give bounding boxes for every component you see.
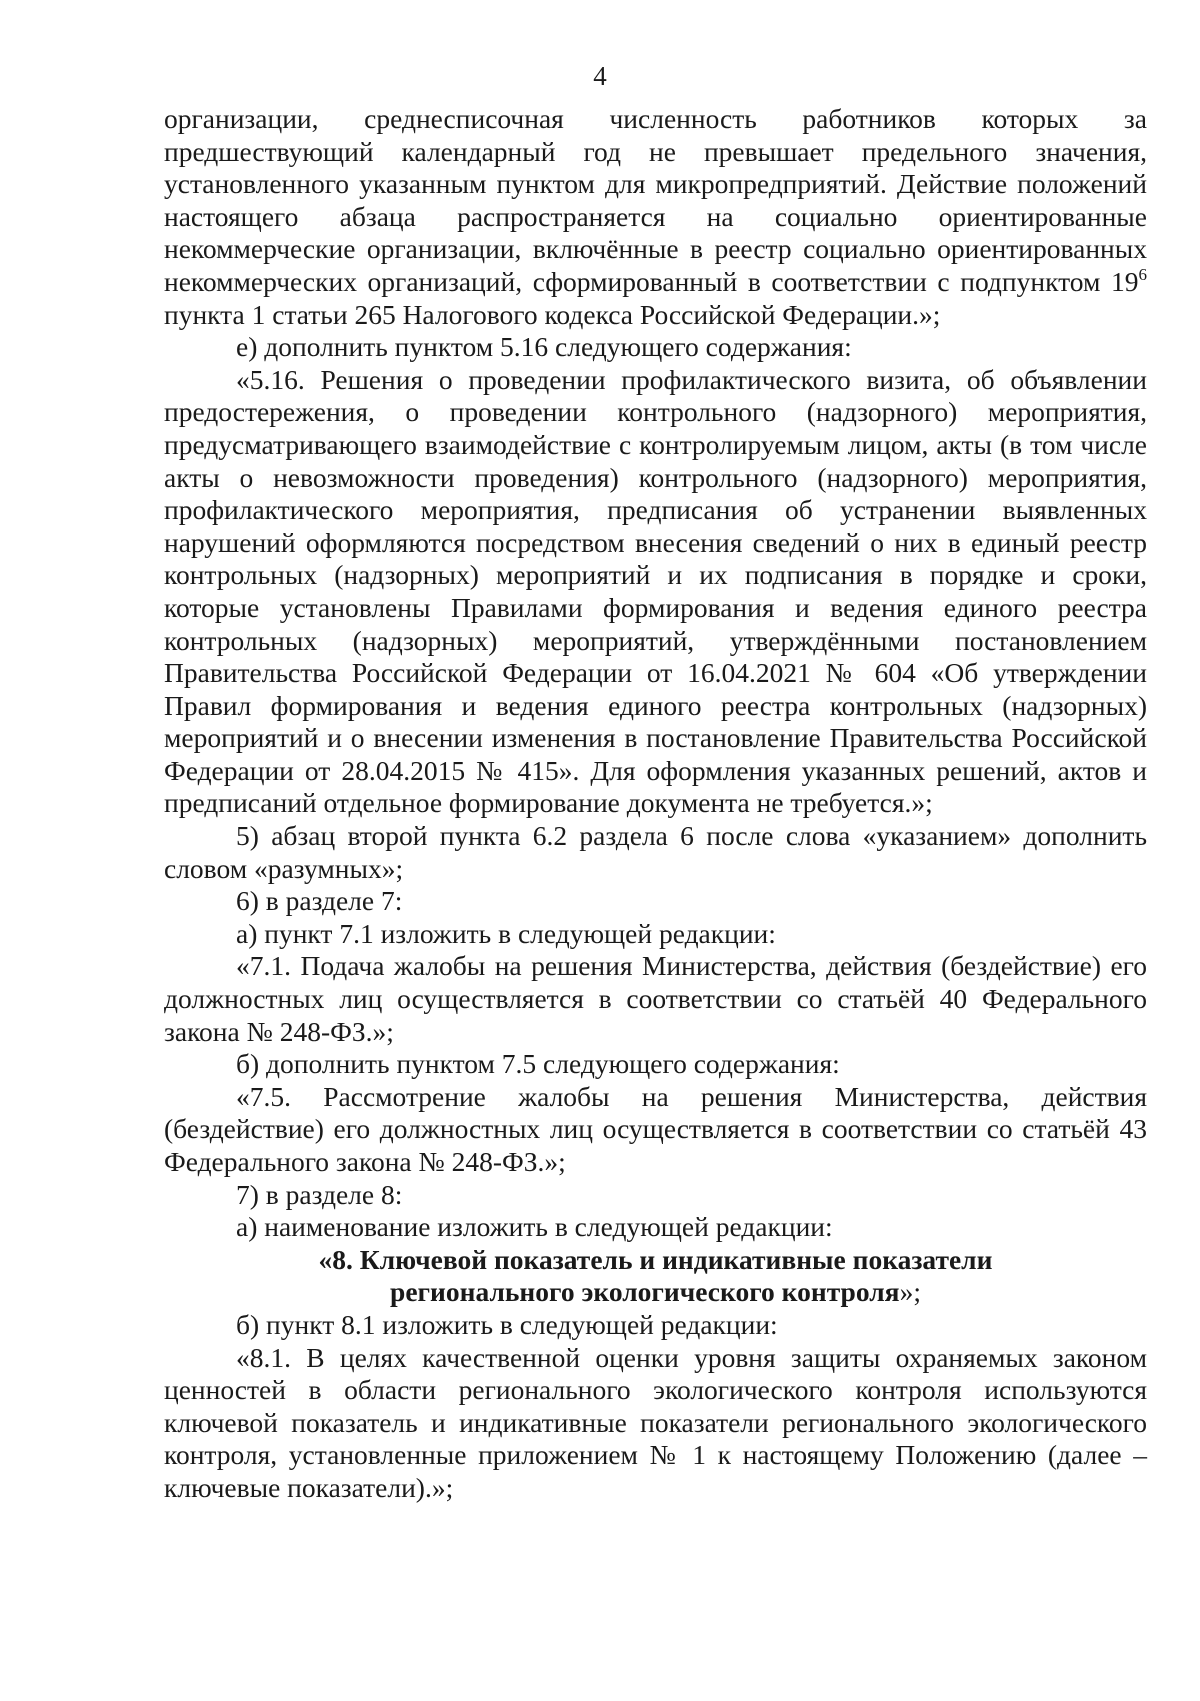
paragraph-item-6b: б) дополнить пунктом 7.5 следующего содержания: xyxy=(236,1048,840,1080)
paragraph-item-7b: б) пункт 8.1 изложить в следующей редакции: xyxy=(236,1308,778,1340)
paragraph-clause-7-5: «7.5. Рассмотрение жалобы на решения Министерства, действия (бездействие) его должностных лиц осуществляется в соответствии со статьёй 43 Федерального закона № 248-ФЗ.»; xyxy=(164,1080,1147,1177)
heading-line-2: регионального экологического контроля xyxy=(390,1276,900,1308)
heading-line-1: «8. Ключевой показатель и индикативные показатели xyxy=(318,1243,993,1275)
paragraph-item-7a: а) наименование изложить в следующей редакции: xyxy=(236,1211,833,1243)
paragraph-item-5: 5) абзац второй пункта 6.2 раздела 6 после слова «указанием» дополнить словом «разумных»; xyxy=(164,820,1147,884)
heading-tail: »; xyxy=(899,1276,921,1308)
paragraph-continuation xyxy=(164,103,1147,331)
paragraph-item-7: 7) в разделе 8: xyxy=(236,1178,403,1210)
superscript: 6 xyxy=(1138,264,1147,284)
paragraph-clause-8-1: «8.1. В целях качественной оценки уровня защиты охраняемых законом ценностей в области регионального экологического контроля используются ключевой показатель и индикативные показатели регионального экологического контроля, установленные приложением № 1 к настоящему Положению (далее – ключевые показатели).»; xyxy=(164,1341,1147,1503)
paragraph-item-6: 6) в разделе 7: xyxy=(236,885,403,917)
page-number: 4 xyxy=(593,61,607,91)
paragraph-text-tail: пункта 1 статьи 265 Налогового кодекса Российской Федерации.»; xyxy=(164,298,941,330)
paragraph-item-6a: а) пункт 7.1 изложить в следующей редакции: xyxy=(236,917,776,949)
paragraph-item-e: е) дополнить пунктом 5.16 следующего содержания: xyxy=(236,331,852,363)
paragraph-text: организации, среднесписочная численность работников которых за предшествующий календарный год не превышает предельного значения, установленного указанным пунктом для микропредприятий. Действие положений настоящего абзаца распространяется на социально ориентированные некоммерческие организации, включённые в реестр социально ориентированных некоммерческих организаций, сформированный в соответствии с подпунктом 19 xyxy=(164,103,1147,297)
paragraph-clause-5-16: «5.16. Решения о проведении профилактического визита, об объявлении предостережения, о проведении контрольного (надзорного) мероприятия, предусматривающего взаимодействие с контролируемым лицом, акты (в том числе акты о невозможности проведения) контрольного (надзорного) мероприятия, профилактического мероприятия, предписания об устранении выявленных нарушений оформляются посредством внесения сведений о них в единый реестр контрольных (надзорных) мероприятий и их подписания в порядке и сроки, которые установлены Правилами формирования и ведения единого реестра контрольных (надзорных) мероприятий, утверждёнными постановлением Правительства Российской Федерации от 16.04.2021 № 604 «Об утверждении Правил формирования и ведения единого реестра контрольных (надзорных) мероприятий и о внесении изменения в постановление Правительства Российской Федерации от 28.04.2015 № 415». Для оформления указанных решений, актов и предписаний отдельное формирование документа не требуется.»; xyxy=(164,363,1147,819)
document-body xyxy=(164,103,1147,1505)
section-heading xyxy=(164,1244,1147,1309)
paragraph-clause-7-1: «7.1. Подача жалобы на решения Министерства, действия (бездействие) его должностных лиц осуществляется в соответствии со статьёй 40 Федерального закона № 248-ФЗ.»; xyxy=(164,950,1147,1047)
